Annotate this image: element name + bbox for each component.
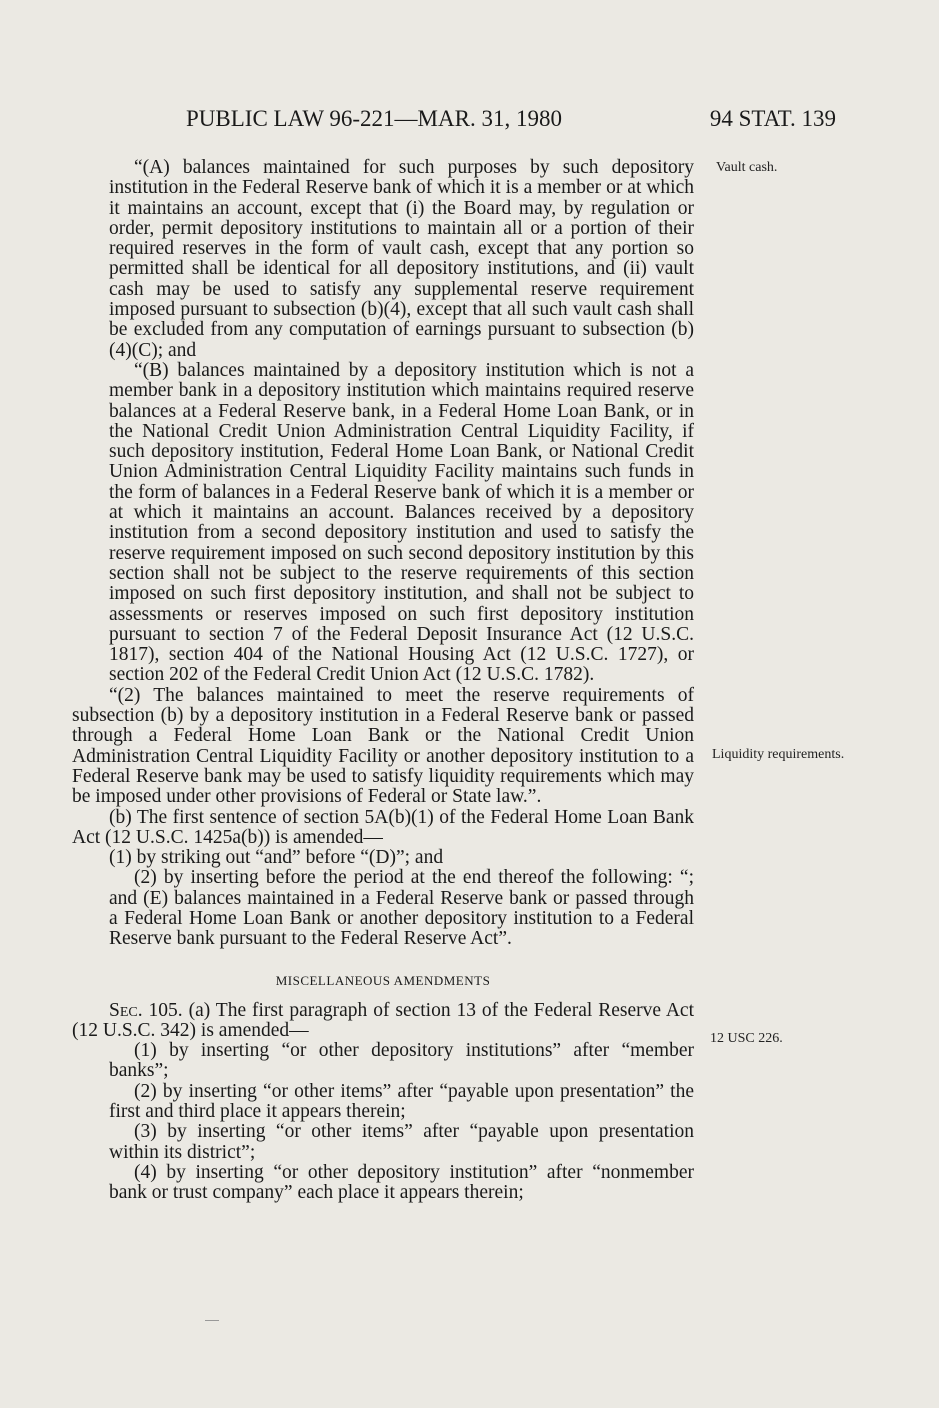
paragraph-subsection-b: (b) The first sentence of section 5A(b)(1) of the Federal Home Loan Bank Act (12 U.S.C. 1425a(b)) is amended— [72, 806, 694, 848]
section-label: Sec. [109, 999, 143, 1021]
section-105 [72, 1001, 694, 1042]
amendment-3: (3) by inserting “or other items” after “payable upon presentation within its district”; [109, 1121, 694, 1163]
scan-mark [205, 1320, 219, 1321]
section-caption: MISCELLANEOUS AMENDMENTS [275, 972, 491, 988]
paragraph-b-1: (1) by striking out “and” before “(D)”; and [109, 847, 444, 869]
section-105-text: 105. (a) The first paragraph of section 13 of the Federal Reserve Act (12 U.S.C. 342) is amended— [72, 999, 694, 1041]
margin-note-liquidity: Liquidity requirements. [712, 747, 845, 762]
paragraph-b-2: (2) by inserting before the period at the end thereof the following: “; and (E) balances maintained in a Federal Reserve bank or passed through a Federal Home Loan Bank or another depository institution to a Federal Reserve bank pursuant to the Federal Reserve Act”. [109, 867, 694, 950]
margin-note-vault-cash: Vault cash. [716, 160, 778, 175]
paragraph-2: “(2) The balances maintained to meet the reserve requirements of subsection (b) by a depository institution in a Federal Reserve bank or passed through a Federal Home Loan Bank or the National Credit Union Administration Central Liquidity Facility or another depository institution to a Federal Reserve bank may be used to satisfy liquidity requirements which may be imposed under other provisions of Federal or State law.”. [72, 684, 694, 808]
margin-note-12-usc-226: 12 USC 226. [710, 1031, 783, 1046]
amendment-4: (4) by inserting “or other depository institution” after “nonmember bank or trust company” each place it appears therein; [109, 1161, 694, 1204]
amendment-2: (2) by inserting “or other items” after “payable upon presentation” the first and third place it appears therein; [109, 1080, 694, 1123]
document-body [72, 158, 694, 1204]
paragraph-a: “(A) balances maintained for such purposes by such depository institution in the Federal Reserve bank of which it is a member or at which it maintains an account, except that (i) the Board may, by regulation or order, permit depository institutions to maintain all or a portion of their required reserves in the form of vault cash, except that any portion so permitted shall be identical for all depository institutions, and (ii) vault cash may be used to satisfy any supplemental reserve requirement imposed pursuant to subsection (b)(4), except that all such vault cash shall be excluded from any computation of earnings pursuant to subsection (b)(4)(C); and [109, 157, 694, 361]
amendment-1: (1) by inserting “or other depository institutions” after “member banks”; [109, 1040, 694, 1082]
header-stat-page: 94 STAT. 139 [709, 106, 836, 131]
paragraph-b: “(B) balances maintained by a depository institution which is not a member bank in a depository institution which maintains required reserve balances at a Federal Reserve bank, in a Federal Home Loan Bank, or in the National Credit Union Administration Central Liquidity Facility, if such depository institution, Federal Home Loan Bank, or National Credit Union Administration Central Liquidity Facility maintains such funds in the form of balances in a Federal Reserve bank of which it is a member or at which it maintains an account. Balances received by a depository institution from a second depository institution and used to satisfy the reserve requirement imposed on such second depository institution by this section shall not be subject to the reserve requirements of this section imposed on such first depository institution, and shall not be subject to assessments or reserves imposed on such first depository institution pursuant to section 7 of the Federal Deposit Insurance Act (12 U.S.C. 1817), section 404 of the National Housing Act (12 U.S.C. 1727), or section 202 of the Federal Credit Union Act (12 U.S.C. 1782). [109, 359, 694, 686]
header-public-law: PUBLIC LAW 96-221—MAR. 31, 1980 [186, 106, 562, 131]
